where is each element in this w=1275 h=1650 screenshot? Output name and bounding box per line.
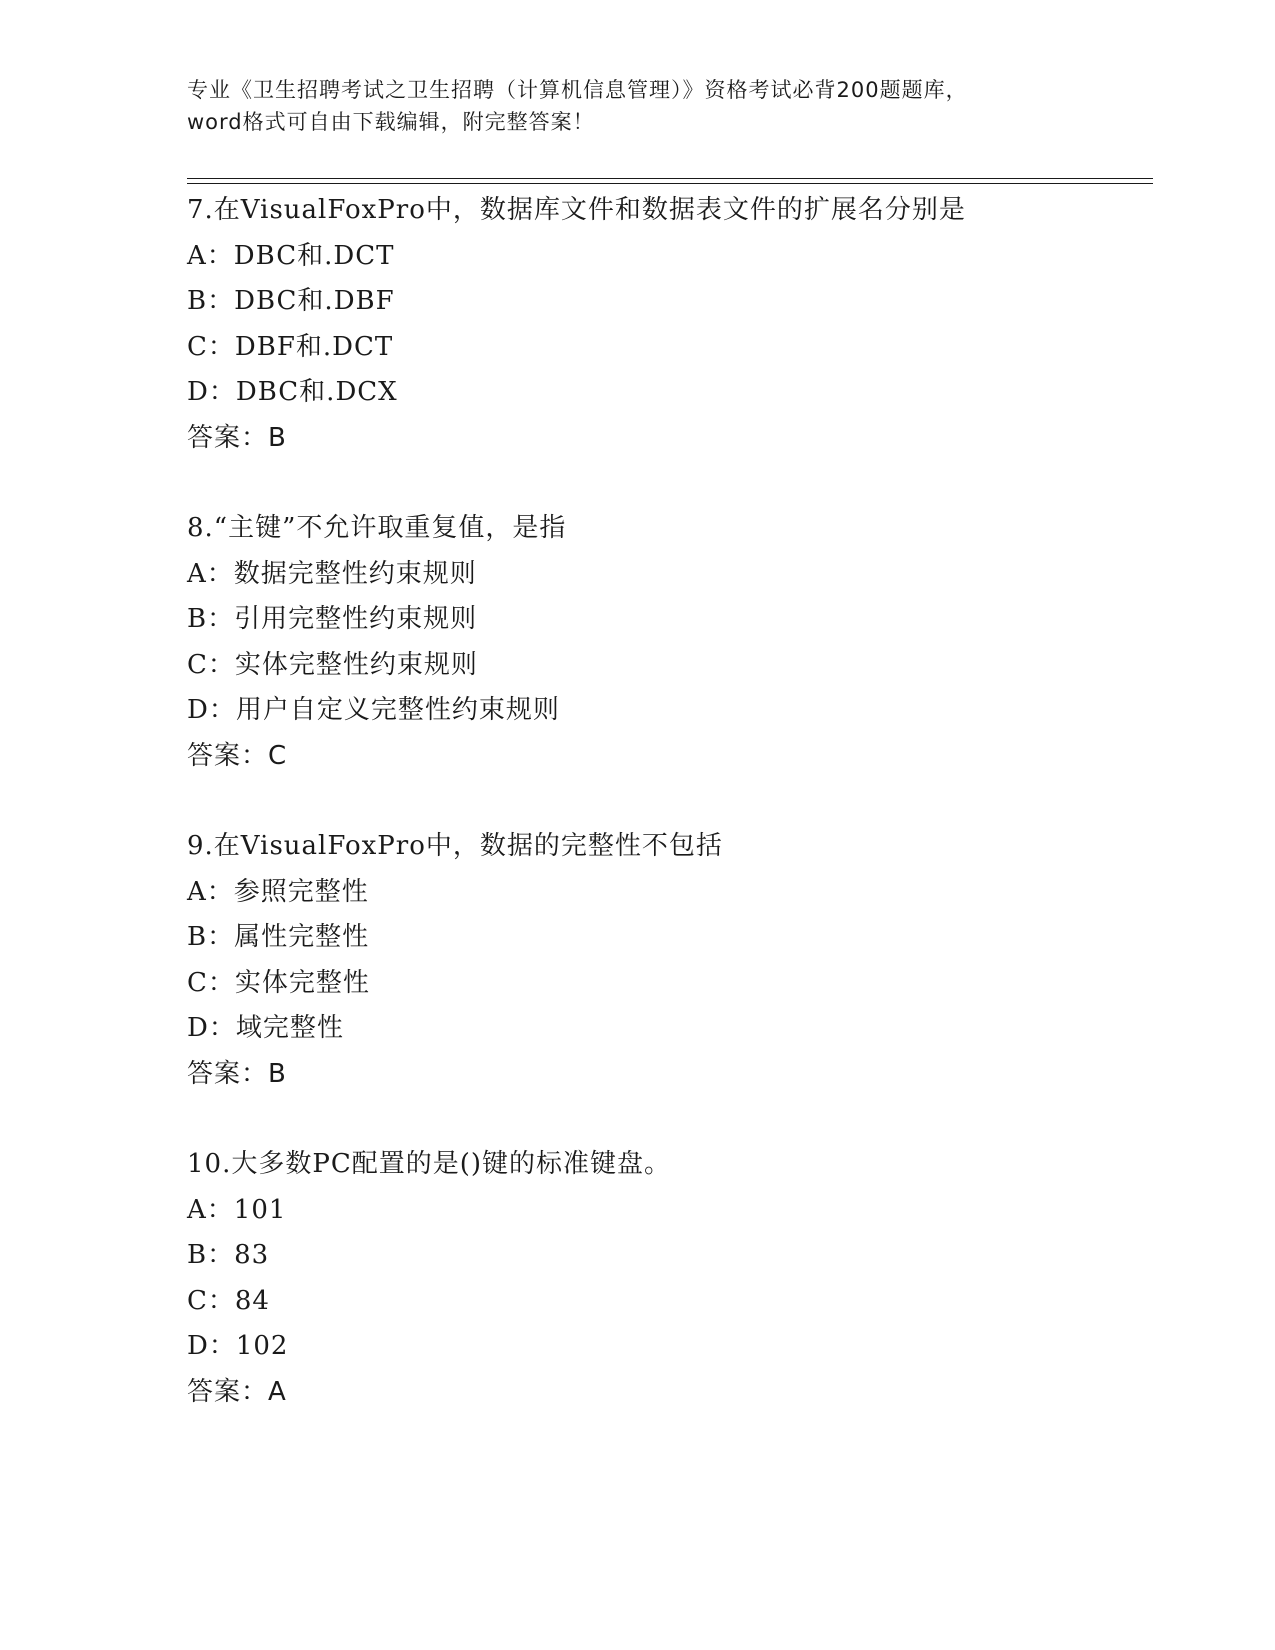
option-a: A：DBC和.DCT — [187, 240, 395, 271]
document-header — [187, 74, 1087, 138]
question-stem: 7.在VisualFoxPro中，数据库文件和数据表文件的扩展名分别是 — [187, 195, 966, 225]
option-a: A：数据完整性约束规则 — [187, 558, 477, 589]
header-divider-top — [187, 178, 1153, 179]
answer-line: 答案：C — [187, 740, 288, 771]
option-d: D：102 — [187, 1331, 289, 1361]
question-stem: 10.大多数PC配置的是()键的标准键盘。 — [187, 1149, 672, 1179]
option-b: B：属性完整性 — [187, 922, 370, 952]
question-stem: 9.在VisualFoxPro中，数据的完整性不包括 — [187, 831, 723, 861]
option-b: B：引用完整性约束规则 — [187, 604, 478, 634]
option-a: A：参照完整性 — [187, 876, 369, 907]
option-c: C：DBF和.DCT — [187, 331, 394, 362]
option-c: C：84 — [187, 1285, 270, 1316]
question-block — [187, 188, 1147, 461]
question-block — [187, 506, 1147, 779]
option-c: C：实体完整性约束规则 — [187, 649, 478, 680]
header-divider-bottom — [187, 183, 1153, 184]
option-d: D：用户自定义完整性约束规则 — [187, 695, 560, 725]
question-block — [187, 1142, 1147, 1415]
header-line-2: word格式可自由下载编辑，附完整答案！ — [187, 110, 595, 134]
header-line-1: 专业《卫生招聘考试之卫生招聘（计算机信息管理）》资格考试必背200题题库， — [187, 78, 968, 102]
option-d: D：DBC和.DCX — [187, 377, 398, 407]
answer-line: 答案：A — [187, 1376, 287, 1407]
option-d: D：域完整性 — [187, 1013, 344, 1043]
answer-line: 答案：B — [187, 1058, 287, 1089]
option-a: A：101 — [187, 1194, 287, 1225]
question-stem: 8.“主键”不允许取重复值，是指 — [187, 513, 567, 543]
option-b: B：83 — [187, 1240, 270, 1270]
option-b: B：DBC和.DBF — [187, 286, 395, 316]
question-block — [187, 824, 1147, 1097]
option-c: C：实体完整性 — [187, 967, 370, 998]
answer-line: 答案：B — [187, 422, 287, 453]
